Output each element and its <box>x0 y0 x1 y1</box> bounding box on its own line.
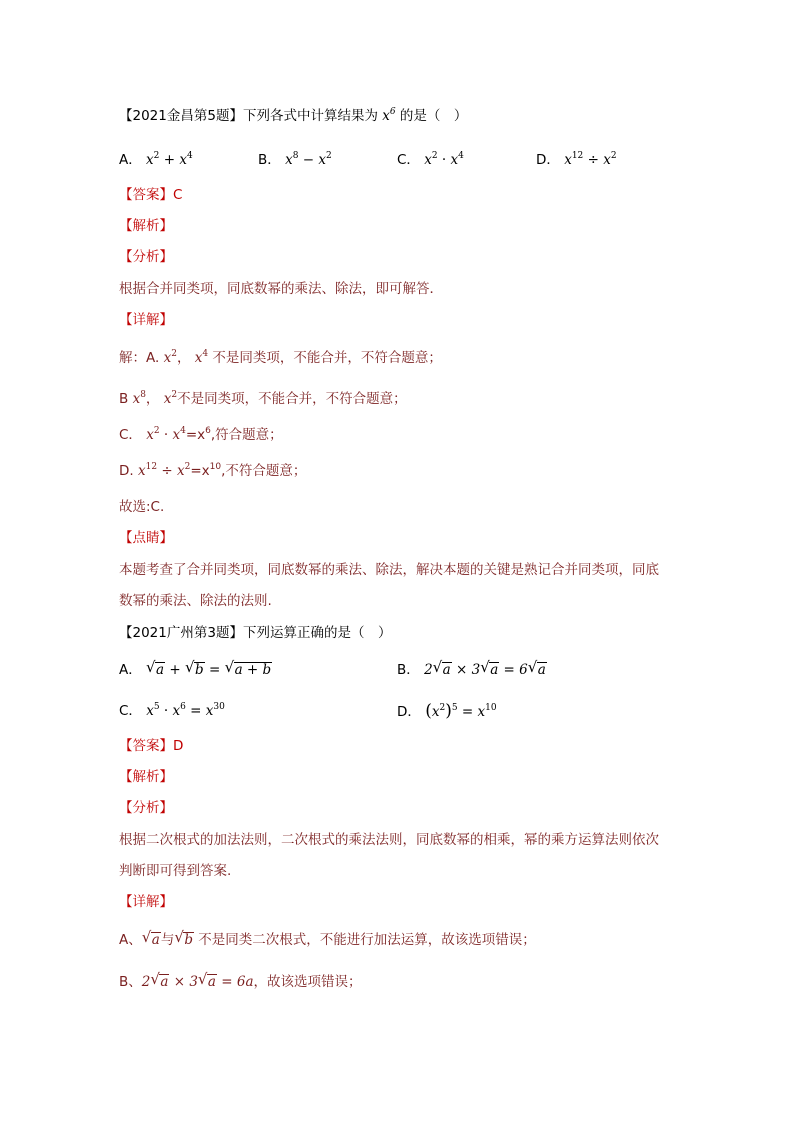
q1-detail-c-result: =x <box>185 427 206 443</box>
q1-option-d <box>536 151 617 169</box>
q1-c-base2: x <box>450 152 459 168</box>
q1-fenxi-text: 根据合并同类项，同底数幂的乘法、除法，即可解答． <box>119 281 443 297</box>
q1-comment-line1: 本题考查了合并同类项，同底数幂的乘法、除法，解决本题的关键是熟记合并同类项，同底 <box>119 562 659 578</box>
q1-b-op: − <box>298 152 319 168</box>
q1-c-base1: x <box>424 152 432 168</box>
q1-stem-line <box>119 107 467 125</box>
q1-c-op: · <box>437 152 451 168</box>
q2-option-d-label: D． <box>397 704 421 720</box>
q1-a-base2: x <box>179 152 187 168</box>
q1-option-c-label: C． <box>397 152 420 168</box>
q2-detail-label: 【详解】 <box>119 894 173 910</box>
q1-detail-c-x2: x <box>172 427 181 443</box>
q1-detail-a-tail: 不是同类项，不能合并，不符合题意； <box>212 350 442 366</box>
q2-analysis-label: 【解析】 <box>119 769 173 785</box>
q2-stem: 下列运算正确的是（ ） <box>242 625 392 641</box>
q1-d-base1: x <box>564 152 572 168</box>
q1-d-exp1: 12 <box>571 151 584 161</box>
q1-a-op: + <box>159 152 180 168</box>
q2-option-c-label: C． <box>119 703 142 719</box>
q1-a-exp1: 2 <box>153 151 160 161</box>
q1-header: 【2021金昌第5题】 <box>119 108 243 124</box>
q1-stem-var: x <box>382 108 390 124</box>
q1-detail-b: B $x^8$， $x^2$不是同类项，不能合并，不符合题意； <box>119 390 407 407</box>
q1-detail-a-x2: x <box>194 350 203 366</box>
q2-detail-a: A、 √ a与 √ b 不是同类二次根式，不能进行加法运算，故该选项错误； <box>119 928 536 948</box>
q1-choose: 故选:C. <box>119 499 165 515</box>
q1-detail-d-op: ÷ <box>157 463 177 479</box>
q1-detail-d-result-exp: 10 <box>209 462 222 472</box>
q1-detail-c-exp1: 2 <box>153 426 160 436</box>
q1-b-exp1: 8 <box>292 151 299 161</box>
q1-stem-exp: 6 <box>389 107 396 117</box>
q1-detail-a: 解：A. $x^2$， $x^4$ 不是同类项，不能合并，不符合题意； <box>119 349 442 366</box>
q1-detail-a-exp2: 4 <box>202 349 209 359</box>
q1-detail-c-exp2: 4 <box>180 426 186 436</box>
q1-answer-value: C <box>173 187 183 203</box>
q2-fenxi-line2: 判断即可得到答案. <box>119 863 232 879</box>
q1-b-base2: x <box>318 152 326 168</box>
q1-detail-b-exp1: 8 <box>140 390 146 400</box>
q2-detail-a-mid: 与 <box>160 932 175 948</box>
q1-comment-line2: 数幂的乘法、除法的法则. <box>119 593 272 609</box>
q1-b-base1: x <box>285 152 293 168</box>
q1-detail-b-x2: x <box>163 391 172 407</box>
q2-detail-b-tail: ，故该选项错误； <box>253 974 362 990</box>
q2-option-b: B． 2 √ a × 3 √ a = 6 √ a <box>397 658 546 678</box>
q1-d-base2: x <box>603 152 611 168</box>
q1-d-op: ÷ <box>583 152 604 168</box>
q1-detail-a-x1: x <box>163 350 172 366</box>
q1-detail-c-tail: ,符合题意； <box>210 427 283 443</box>
q2-option-c: C． $x^5 \cdot x^6 = x^{30}$ <box>119 702 225 719</box>
q1-option-b <box>258 151 332 169</box>
q1-detail-a-exp1: 2 <box>171 349 177 359</box>
q1-option-a-label: A． <box>119 152 142 168</box>
q1-comment-label: 【点睛】 <box>119 530 173 546</box>
q2-option-b-label: B． <box>397 662 420 678</box>
q2-detail-b-prefix: B、 <box>119 974 142 990</box>
q1-detail-b-exp2: 2 <box>171 390 178 400</box>
q1-detail-c-result-exp: 6 <box>205 426 211 436</box>
q2-detail-a-prefix: A、 <box>119 932 142 948</box>
q1-stem-tail: 的是（ ） <box>399 108 468 124</box>
q1-fenxi-label: 【分析】 <box>119 249 173 265</box>
q1-detail-a-prefix: 解：A. <box>119 350 160 366</box>
q2-stem-line <box>119 624 391 642</box>
q1-a-base1: x <box>146 152 154 168</box>
q1-analysis-label: 【解析】 <box>119 218 173 234</box>
q1-option-b-label: B． <box>258 152 281 168</box>
q2-option-d: D． $(x^2)^5 = x^{10}$ <box>397 701 497 721</box>
q1-option-a <box>119 151 193 169</box>
q2-detail-a-tail: 不是同类二次根式，不能进行加法运算，故该选项错误； <box>198 932 536 948</box>
q1-detail-c-x1: x <box>146 427 154 443</box>
q1-c-exp1: 2 <box>431 151 438 161</box>
q2-answer-label: 【答案】 <box>119 738 173 754</box>
q2-answer-value: D <box>173 738 184 754</box>
q1-detail-c-prefix: C． <box>119 427 142 443</box>
q1-a-exp2: 4 <box>186 151 193 161</box>
q2-fenxi-label: 【分析】 <box>119 800 173 816</box>
q2-fenxi-line1: 根据二次根式的加法法则，二次根式的乘法法则，同底数幂的相乘，幂的乘方运算法则依次 <box>119 832 659 848</box>
q1-detail-d-tail: ,不符合题意； <box>221 463 307 479</box>
q1-stem: 下列各式中计算结果为 <box>242 108 378 124</box>
q1-answer <box>119 186 182 204</box>
q1-detail-label: 【详解】 <box>119 312 173 328</box>
q1-detail-d-result: =x <box>190 463 210 479</box>
q1-detail-b-x1: x <box>132 391 141 407</box>
q1-detail-d-x1: x <box>137 463 146 479</box>
q1-detail-d-exp1: 12 <box>145 462 158 472</box>
q1-detail-c <box>119 426 283 444</box>
q1-detail-b-tail: 不是同类项，不能合并，不符合题意； <box>177 391 407 407</box>
q1-d-exp2: 2 <box>610 151 617 161</box>
q2-answer <box>119 737 183 755</box>
q2-header: 【2021广州第3题】 <box>119 625 243 641</box>
q1-detail-c-op: · <box>159 427 173 443</box>
q1-option-c <box>397 151 464 169</box>
q1-answer-label: 【答案】 <box>119 187 173 203</box>
q1-option-d-label: D． <box>536 152 560 168</box>
q1-detail-d <box>119 462 306 480</box>
q2-detail-b: B、2 √ a × 3 √ a = 6a，故该选项错误； <box>119 970 362 990</box>
q1-detail-d-x2: x <box>176 463 185 479</box>
q1-detail-d-prefix: D. <box>119 463 134 479</box>
q1-b-exp2: 2 <box>325 151 332 161</box>
q2-option-a-label: A． <box>119 662 142 678</box>
q1-c-exp2: 4 <box>458 151 464 161</box>
q1-detail-d-exp2: 2 <box>184 462 191 472</box>
q2-option-a: A． √ a + √ b = √ a + b <box>119 658 272 678</box>
q1-detail-b-prefix: B <box>119 391 129 407</box>
